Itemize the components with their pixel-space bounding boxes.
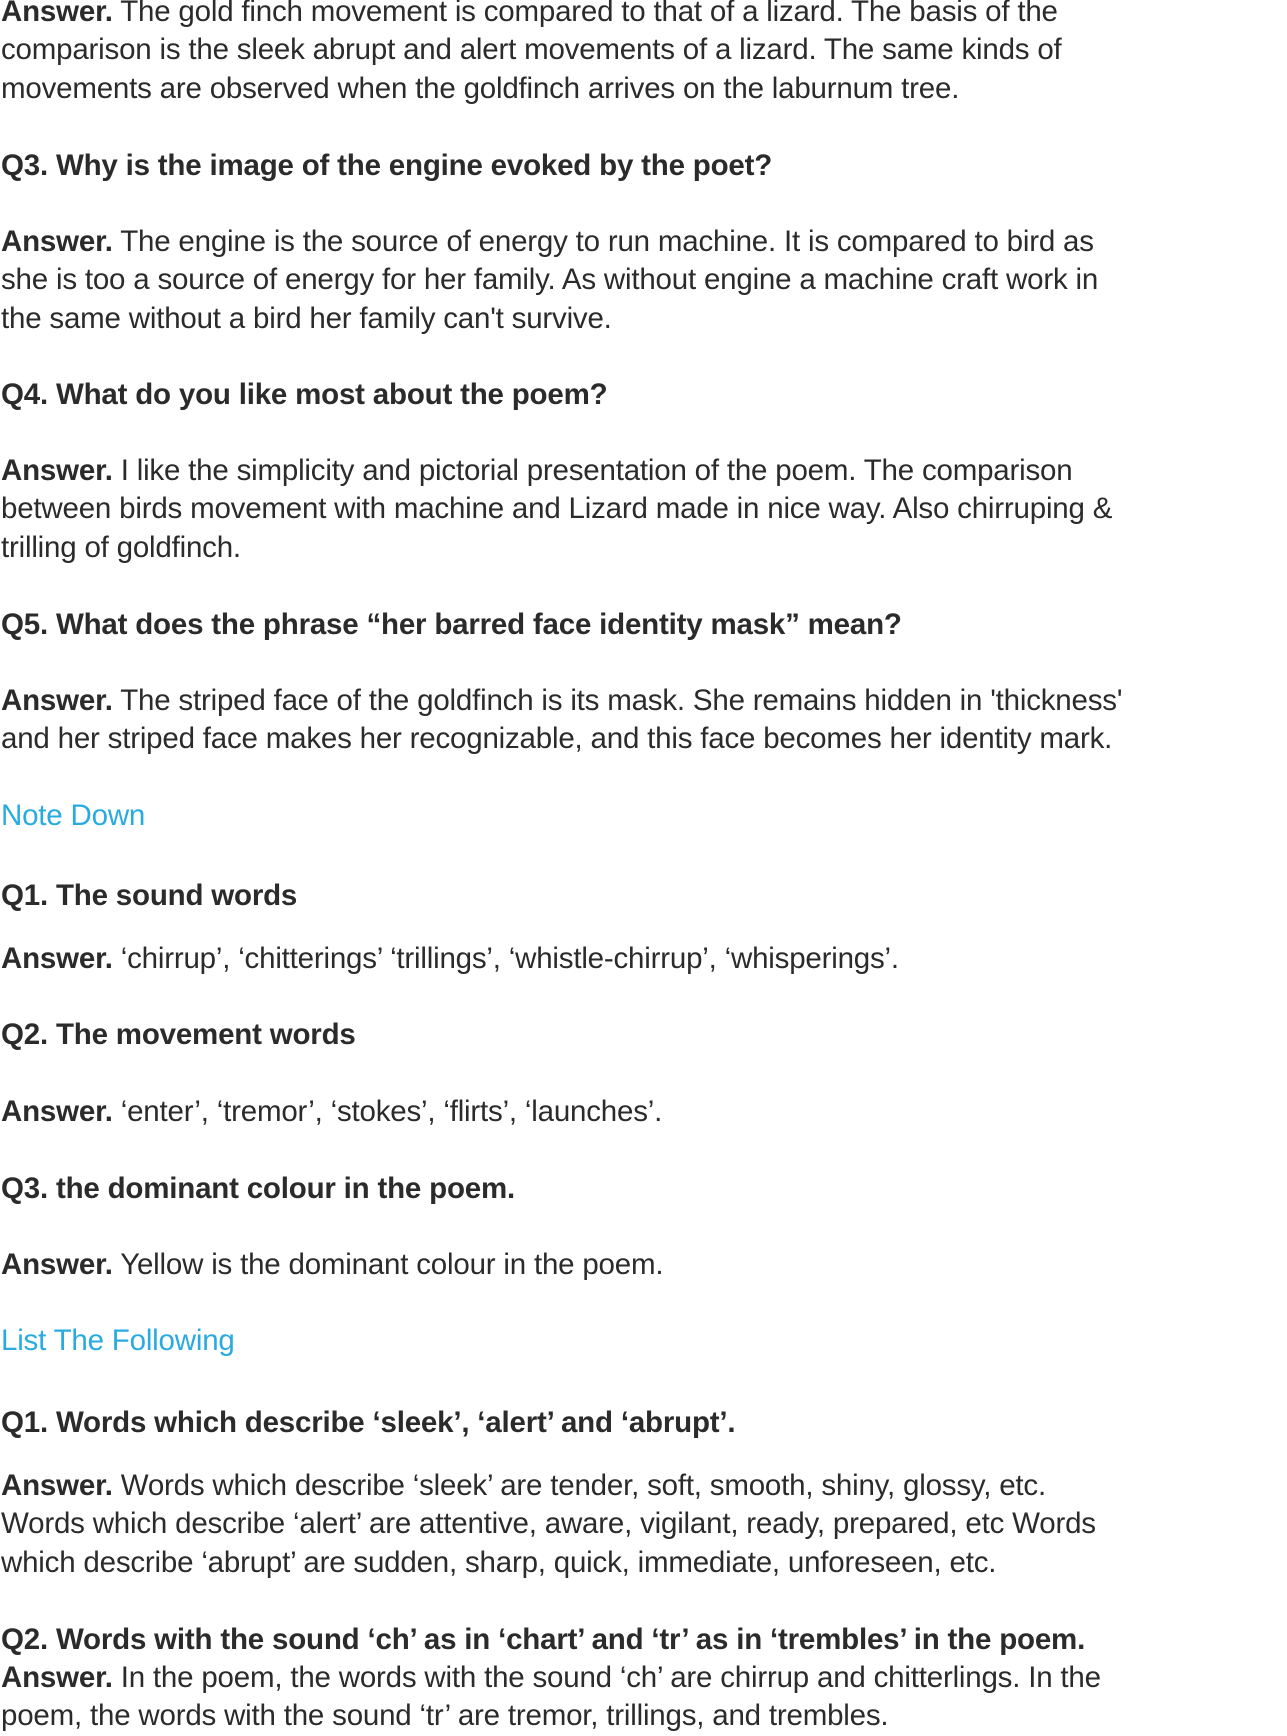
answer-block bbox=[1, 1093, 1281, 1131]
answer-label: Answer. bbox=[1, 1469, 113, 1502]
answer-label: Answer. bbox=[1, 684, 113, 717]
answer-label: Answer. bbox=[1, 454, 113, 487]
answer-block bbox=[1, 682, 1281, 759]
answer-block bbox=[1, 1467, 1281, 1582]
answer-label: Answer. bbox=[1, 225, 113, 258]
answer-label: Answer. bbox=[1, 1661, 113, 1694]
question-heading: Q4. What do you like most about the poem? bbox=[1, 378, 608, 411]
answer-text: Words which describe ‘alert’ are attentive, aware, vigilant, ready, prepared, etc Words bbox=[1, 1507, 1096, 1541]
answer-block bbox=[1, 940, 1281, 978]
answer-text: she is too a source of energy for her family. As without engine a machine craft work in bbox=[1, 263, 1099, 297]
answer-text: In the poem, the words with the sound ‘ch’ are chirrup and chitterlings. In the bbox=[120, 1661, 1101, 1694]
answer-text: which describe ‘abrupt’ are sudden, sharp, quick, immediate, unforeseen, etc. bbox=[1, 1545, 997, 1579]
answer-text: The gold finch movement is compared to that of a lizard. The basis of the bbox=[120, 0, 1058, 28]
answer-text: ‘chirrup’, ‘chitterings’ ‘trillings’, ‘whistle-chirrup’, ‘whisperings’. bbox=[120, 942, 899, 975]
answer-text: I like the simplicity and pictorial presentation of the poem. The comparison bbox=[120, 454, 1073, 487]
question-heading: Q3. Why is the image of the engine evoked by the poet? bbox=[1, 149, 773, 182]
question-heading: Q2. Words with the sound ‘ch’ as in ‘chart’ and ‘tr’ as in ‘trembles’ in the poem. bbox=[1, 1623, 1086, 1656]
answer-label: Answer. bbox=[1, 942, 113, 975]
question-heading: Q1. Words which describe ‘sleek’, ‘alert’ and ‘abrupt’. bbox=[1, 1406, 736, 1439]
answer-label: Answer. bbox=[1, 0, 113, 28]
answer-block bbox=[1, 1659, 1281, 1736]
answer-block bbox=[1, 1246, 1281, 1284]
question-heading: Q3. the dominant colour in the poem. bbox=[1, 1172, 515, 1205]
answer-text: Yellow is the dominant colour in the poem. bbox=[120, 1248, 664, 1281]
section-heading-list-the-following: List The Following bbox=[1, 1324, 235, 1357]
answer-text: The striped face of the goldfinch is its mask. She remains hidden in 'thickness' bbox=[120, 684, 1123, 717]
answer-label: Answer. bbox=[1, 1248, 113, 1281]
answer-text: poem, the words with the sound ‘tr’ are tremor, trillings, and trembles. bbox=[1, 1699, 889, 1733]
question-heading: Q2. The movement words bbox=[1, 1018, 356, 1051]
answer-text: between birds movement with machine and Lizard made in nice way. Also chirruping & bbox=[1, 492, 1113, 526]
answer-text: The engine is the source of energy to run machine. It is compared to bird as bbox=[120, 225, 1094, 258]
question-heading: Q1. The sound words bbox=[1, 879, 298, 912]
section-heading-note-down: Note Down bbox=[1, 799, 146, 832]
answer-block bbox=[1, 452, 1281, 567]
question-heading: Q5. What does the phrase “her barred face identity mask” mean? bbox=[1, 608, 902, 641]
answer-text: trilling of goldfinch. bbox=[1, 530, 241, 564]
answer-text: the same without a bird her family can't survive. bbox=[1, 301, 612, 335]
answer-text: and her striped face makes her recognizable, and this face becomes her identity mark. bbox=[1, 722, 1113, 756]
answer-block bbox=[1, 0, 1281, 108]
answer-text: comparison is the sleek abrupt and alert movements of a lizard. The same kinds of bbox=[1, 33, 1062, 67]
answer-text: ‘enter’, ‘tremor’, ‘stokes’, ‘flirts’, ‘launches’. bbox=[120, 1095, 663, 1128]
answer-block bbox=[1, 223, 1281, 338]
answer-text: movements are observed when the goldfinch arrives on the laburnum tree. bbox=[1, 71, 960, 105]
answer-label: Answer. bbox=[1, 1095, 113, 1128]
answer-text: Words which describe ‘sleek’ are tender, soft, smooth, shiny, glossy, etc. bbox=[120, 1469, 1046, 1502]
